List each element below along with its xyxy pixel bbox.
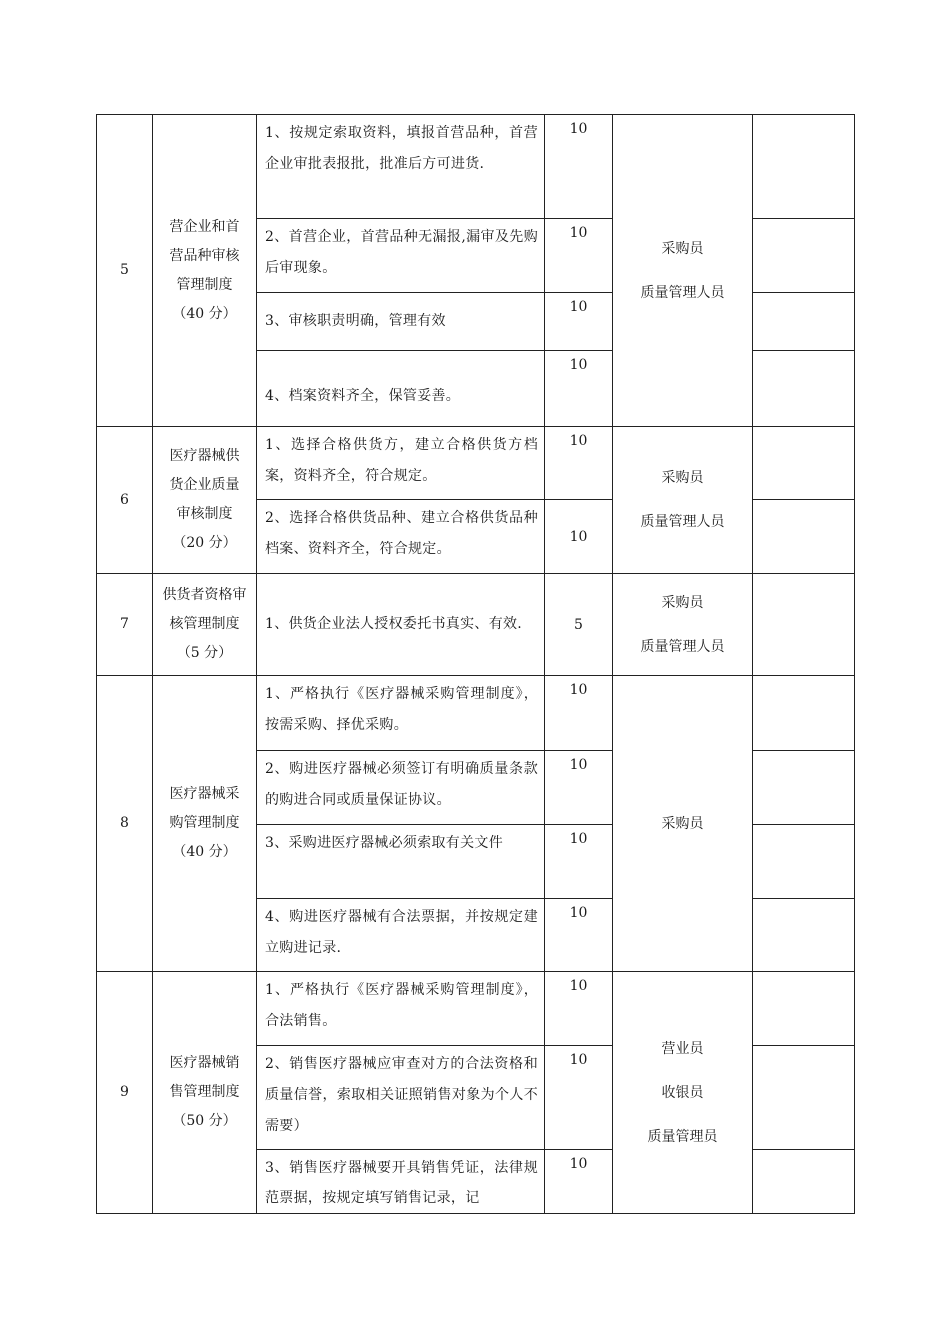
item-score: 10 bbox=[545, 293, 613, 351]
item-text: 4、档案资料齐全，保管妥善。 bbox=[257, 351, 545, 427]
item-score: 10 bbox=[545, 351, 613, 427]
result-cell bbox=[753, 1150, 855, 1214]
item-text: 2、购进医疗器械必须签订有明确质量条款的购进合同或质量保证协议。 bbox=[257, 751, 545, 825]
result-cell bbox=[753, 1046, 855, 1150]
section-number: 7 bbox=[97, 574, 153, 676]
result-cell bbox=[753, 676, 855, 751]
responsible-persons: 采购员 质量管理人员 bbox=[613, 427, 753, 574]
section-number: 8 bbox=[97, 676, 153, 972]
responsible-persons: 采购员 质量管理人员 bbox=[613, 115, 753, 427]
result-cell bbox=[753, 293, 855, 351]
item-score: 10 bbox=[545, 1046, 613, 1150]
item-text: 1、选择合格供货方，建立合格供货方档案，资料齐全，符合规定。 bbox=[257, 427, 545, 500]
result-cell bbox=[753, 574, 855, 676]
result-cell bbox=[753, 899, 855, 972]
item-score: 5 bbox=[545, 574, 613, 676]
table-row bbox=[97, 972, 855, 1046]
section-title: 医疗器械采 购管理制度 （40 分） bbox=[153, 676, 257, 972]
table-row bbox=[97, 427, 855, 500]
table-row bbox=[97, 574, 855, 676]
evaluation-table bbox=[96, 114, 855, 1214]
item-text: 1、严格执行《医疗器械采购管理制度》，按需采购、择优采购。 bbox=[257, 676, 545, 751]
responsible-persons: 营业员 收银员 质量管理员 bbox=[613, 972, 753, 1214]
item-text: 2、首营企业，首营品种无漏报,漏审及先购后审现象。 bbox=[257, 219, 545, 293]
responsible-persons: 采购员 bbox=[613, 676, 753, 972]
item-score: 10 bbox=[545, 899, 613, 972]
item-text: 3、审核职责明确，管理有效 bbox=[257, 293, 545, 351]
result-cell bbox=[753, 219, 855, 293]
section-title: 医疗器械供 货企业质量 审核制度 （20 分） bbox=[153, 427, 257, 574]
item-text: 4、购进医疗器械有合法票据，并按规定建立购进记录. bbox=[257, 899, 545, 972]
item-score: 10 bbox=[545, 972, 613, 1046]
item-score: 10 bbox=[545, 427, 613, 500]
item-score: 10 bbox=[545, 115, 613, 219]
result-cell bbox=[753, 972, 855, 1046]
item-score: 10 bbox=[545, 1150, 613, 1214]
item-text: 1、供货企业法人授权委托书真实、有效. bbox=[257, 574, 545, 676]
result-cell bbox=[753, 115, 855, 219]
section-number: 6 bbox=[97, 427, 153, 574]
item-score: 10 bbox=[545, 825, 613, 899]
result-cell bbox=[753, 427, 855, 500]
item-text: 1、严格执行《医疗器械采购管理制度》，合法销售。 bbox=[257, 972, 545, 1046]
item-score: 10 bbox=[545, 219, 613, 293]
item-score: 10 bbox=[545, 751, 613, 825]
item-text: 2、选择合格供货品种、建立合格供货品种档案、资料齐全，符合规定。 bbox=[257, 500, 545, 574]
section-number: 5 bbox=[97, 115, 153, 427]
item-score: 10 bbox=[545, 500, 613, 574]
result-cell bbox=[753, 825, 855, 899]
item-text: 3、销售医疗器械要开具销售凭证，法律规范票据，按规定填写销售记录，记 bbox=[257, 1150, 545, 1214]
item-score: 10 bbox=[545, 676, 613, 751]
section-title: 营企业和首 营品种审核 管理制度 （40 分） bbox=[153, 115, 257, 427]
result-cell bbox=[753, 351, 855, 427]
result-cell bbox=[753, 751, 855, 825]
section-number: 9 bbox=[97, 972, 153, 1214]
section-title: 医疗器械销 售管理制度 （50 分） bbox=[153, 972, 257, 1214]
table-row bbox=[97, 676, 855, 751]
item-text: 2、销售医疗器械应审查对方的合法资格和质量信誉，索取相关证照销售对象为个人不需要） bbox=[257, 1046, 545, 1150]
result-cell bbox=[753, 500, 855, 574]
item-text: 1、按规定索取资料，填报首营品种，首营企业审批表报批，批准后方可进货. bbox=[257, 115, 545, 219]
section-title: 供货者资格审 核管理制度 （5 分） bbox=[153, 574, 257, 676]
responsible-persons: 采购员 质量管理人员 bbox=[613, 574, 753, 676]
table-row bbox=[97, 115, 855, 219]
item-text: 3、采购进医疗器械必须索取有关文件 bbox=[257, 825, 545, 899]
